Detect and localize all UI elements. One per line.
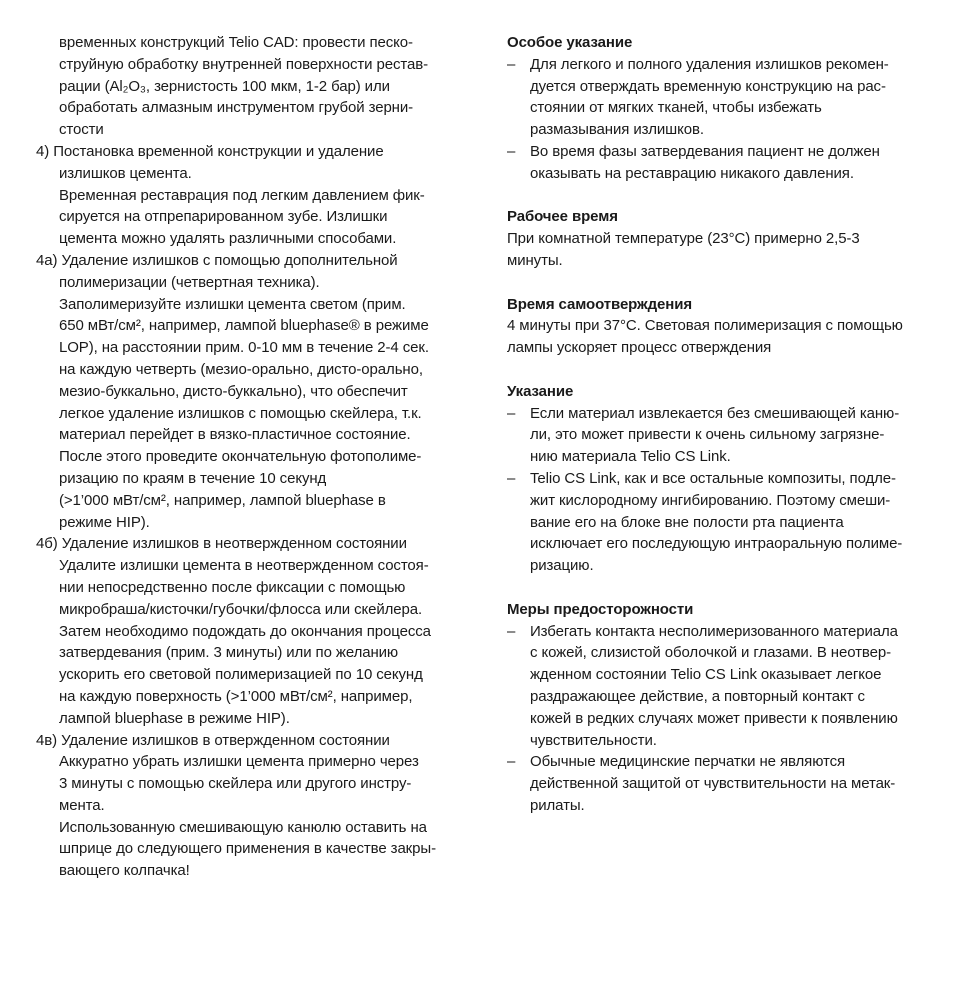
body-text-line: вающего колпачка! bbox=[59, 862, 190, 880]
bullet-text-line: чувствительности. bbox=[530, 731, 657, 749]
bullet-text-line: Telio CS Link, как и все остальные композиты, подле- bbox=[530, 469, 896, 487]
body-text-line: 3 минуты с помощью скейлера или другого инстру- bbox=[59, 775, 412, 793]
special-note-heading: Особое указание bbox=[507, 34, 633, 51]
bullet-text-line: Во время фазы затвердевания пациент не должен bbox=[530, 142, 880, 160]
bullet-text-line: Если материал извлекается без смешивающей каню- bbox=[530, 404, 900, 422]
setting-time-heading: Время самоотверждения bbox=[507, 295, 692, 313]
setting-time-text: лампы ускоряет процесс отверждения bbox=[507, 339, 772, 357]
working-time-heading: Рабочее время bbox=[507, 208, 618, 226]
body-text-line: цемента можно удалять различными способами. bbox=[59, 230, 397, 248]
step-heading-line: 4в) Удаление излишков в отвержденном состоянии bbox=[36, 731, 390, 749]
body-text-line: нии непосредственно после фиксации с помощью bbox=[59, 578, 406, 596]
bullet-text-line: Для легкого и полного удаления излишков рекомен- bbox=[530, 55, 889, 73]
bullet-text-line: ли, это может привести к очень сильному загрязне- bbox=[530, 426, 885, 444]
dash-marker: – bbox=[507, 55, 516, 73]
body-text-line: Удалите излишки цемента в неотвержденном состоя- bbox=[59, 557, 429, 575]
precautions-heading: Меры предосторожности bbox=[507, 600, 694, 618]
step-heading-line: 4б) Удаление излишков в неотвержденном состоянии bbox=[36, 535, 407, 553]
dash-marker: – bbox=[507, 469, 516, 487]
body-text-line: излишков цемента. bbox=[59, 164, 192, 182]
bullet-item bbox=[507, 54, 927, 141]
bullet-text-line: раздражающее действие, а повторный контакт с bbox=[530, 687, 865, 705]
body-text-line: шприце до следующего применения в качестве закры- bbox=[59, 840, 436, 858]
setting-time-text: 4 минуты при 37°C. Световая полимеризация с помощью bbox=[507, 317, 903, 335]
left-column bbox=[36, 32, 466, 882]
body-text-line: временных конструкций Telio CAD: провести песко- bbox=[59, 34, 413, 51]
bullet-text-line: дуется отверждать временную конструкцию на рас- bbox=[530, 77, 886, 95]
bullet-text-line: жит кислородному ингибированию. Поэтому смеши- bbox=[530, 491, 891, 509]
step-heading-line: 4а) Удаление излишков с помощью дополнительной bbox=[36, 251, 398, 269]
precautions-list bbox=[507, 621, 927, 817]
bullet-text-line: Избегать контакта несполимеризованного материала bbox=[530, 622, 898, 640]
spacer bbox=[507, 359, 927, 381]
body-text-line: (>1’000 мВт/см², например, лампой bluephase в bbox=[59, 491, 386, 509]
bullet-item bbox=[507, 751, 927, 816]
body-text-line: материал перейдет в вязко-пластичное состояние. bbox=[59, 426, 411, 444]
spacer bbox=[507, 272, 927, 294]
body-text-line: Использованную смешивающую канюлю оставить на bbox=[59, 818, 427, 836]
body-text-line: ускорить его световой полимеризацией по 10 секунд bbox=[59, 666, 423, 684]
bullet-text-line: кожей в редких случаях может привести к появлению bbox=[530, 709, 898, 727]
dash-marker: – bbox=[507, 622, 516, 640]
body-text-line: легкое удаление излишков с помощью скейлера, т.к. bbox=[59, 404, 422, 422]
body-text-line: Затем необходимо подождать до окончания процесса bbox=[59, 622, 431, 640]
bullet-text-line: стоянии от мягких тканей, чтобы избежать bbox=[530, 99, 822, 117]
body-text-line: микробраша/кисточки/губочки/флосса или скейлера. bbox=[59, 600, 423, 618]
body-text-line: сируется на отпрепарированном зубе. Излишки bbox=[59, 208, 388, 226]
body-text-line: лампой bluephase в режиме HIP). bbox=[59, 709, 290, 727]
body-text-line: мента. bbox=[59, 796, 105, 814]
bullet-text-line: размазывания излишков. bbox=[530, 121, 704, 139]
body-text-line: полимеризации (четвертная техника). bbox=[59, 273, 320, 291]
body-text-line: режиме HIP). bbox=[59, 513, 150, 531]
bullet-item bbox=[507, 403, 927, 468]
body-text-line: обработать алмазным инструментом грубой зерни- bbox=[59, 99, 414, 117]
body-text-line: затвердевания (прим. 3 минуты) или по желанию bbox=[59, 644, 399, 662]
bullet-text-line: нию материала Telio CS Link. bbox=[530, 448, 731, 466]
body-text-line: стости bbox=[59, 121, 104, 139]
body-text-line: на каждую четверть (мезио-орально, дисто-орально, bbox=[59, 360, 423, 378]
body-text-line: рации (Al₂O₃, зернистость 100 мкм, 1-2 бар) или bbox=[59, 77, 390, 95]
body-text-line: LOP), на расстоянии прим. 0-10 мм в течение 2-4 сек. bbox=[59, 339, 429, 357]
bullet-text-line: с кожей, слизистой оболочкой и глазами. В неотвер- bbox=[530, 644, 891, 662]
spacer bbox=[507, 577, 927, 599]
body-text-line: струйную обработку внутренней поверхности рестав- bbox=[59, 55, 428, 73]
bullet-text-line: оказывать на реставрацию никакого давления. bbox=[530, 164, 854, 182]
working-time-text: минуты. bbox=[507, 251, 563, 269]
bullet-text-line: Обычные медицинские перчатки не являются bbox=[530, 753, 846, 771]
bullet-item bbox=[507, 621, 927, 752]
body-text-line: мезио-буккально, дисто-буккально), что обеспечит bbox=[59, 382, 408, 400]
body-text-line: Заполимеризуйте излишки цемента светом (прим. bbox=[59, 295, 406, 313]
spacer bbox=[507, 185, 927, 207]
note-list bbox=[507, 403, 927, 577]
bullet-text-line: ризацию. bbox=[530, 557, 594, 575]
bullet-text-line: рилаты. bbox=[530, 796, 585, 814]
dash-marker: – bbox=[507, 753, 516, 771]
body-text-line: на каждую поверхность (>1’000 мВт/см², например, bbox=[59, 687, 413, 705]
special-note-list bbox=[507, 54, 927, 185]
working-time-text: При комнатной температуре (23°C) примерно 2,5-3 bbox=[507, 230, 860, 248]
bullet-text-line: исключает его последующую интраоральную полиме- bbox=[530, 535, 903, 553]
bullet-text-line: жденном состоянии Telio CS Link оказывает легкое bbox=[530, 666, 882, 684]
bullet-text-line: вание его на блоке вне полости рта пациента bbox=[530, 513, 844, 531]
right-column bbox=[507, 32, 927, 817]
body-text-line: После этого проведите окончательную фотополиме- bbox=[59, 448, 422, 466]
body-text-line: Аккуратно убрать излишки цемента примерно через bbox=[59, 753, 419, 771]
body-text-line: 650 мВт/см², например, лампой bluephase® в режиме bbox=[59, 317, 429, 335]
body-text-line: ризацию по краям в течение 10 секунд bbox=[59, 469, 327, 487]
bullet-text-line: действенной защитой от чувствительности на метак- bbox=[530, 775, 896, 793]
bullet-item bbox=[507, 468, 927, 577]
body-text-line: Временная реставрация под легким давлением фик- bbox=[59, 186, 425, 204]
step-heading-line: 4) Постановка временной конструкции и удаление bbox=[36, 142, 384, 160]
bullet-item bbox=[507, 141, 927, 185]
dash-marker: – bbox=[507, 404, 516, 422]
note-heading: Указание bbox=[507, 382, 574, 400]
dash-marker: – bbox=[507, 142, 516, 160]
